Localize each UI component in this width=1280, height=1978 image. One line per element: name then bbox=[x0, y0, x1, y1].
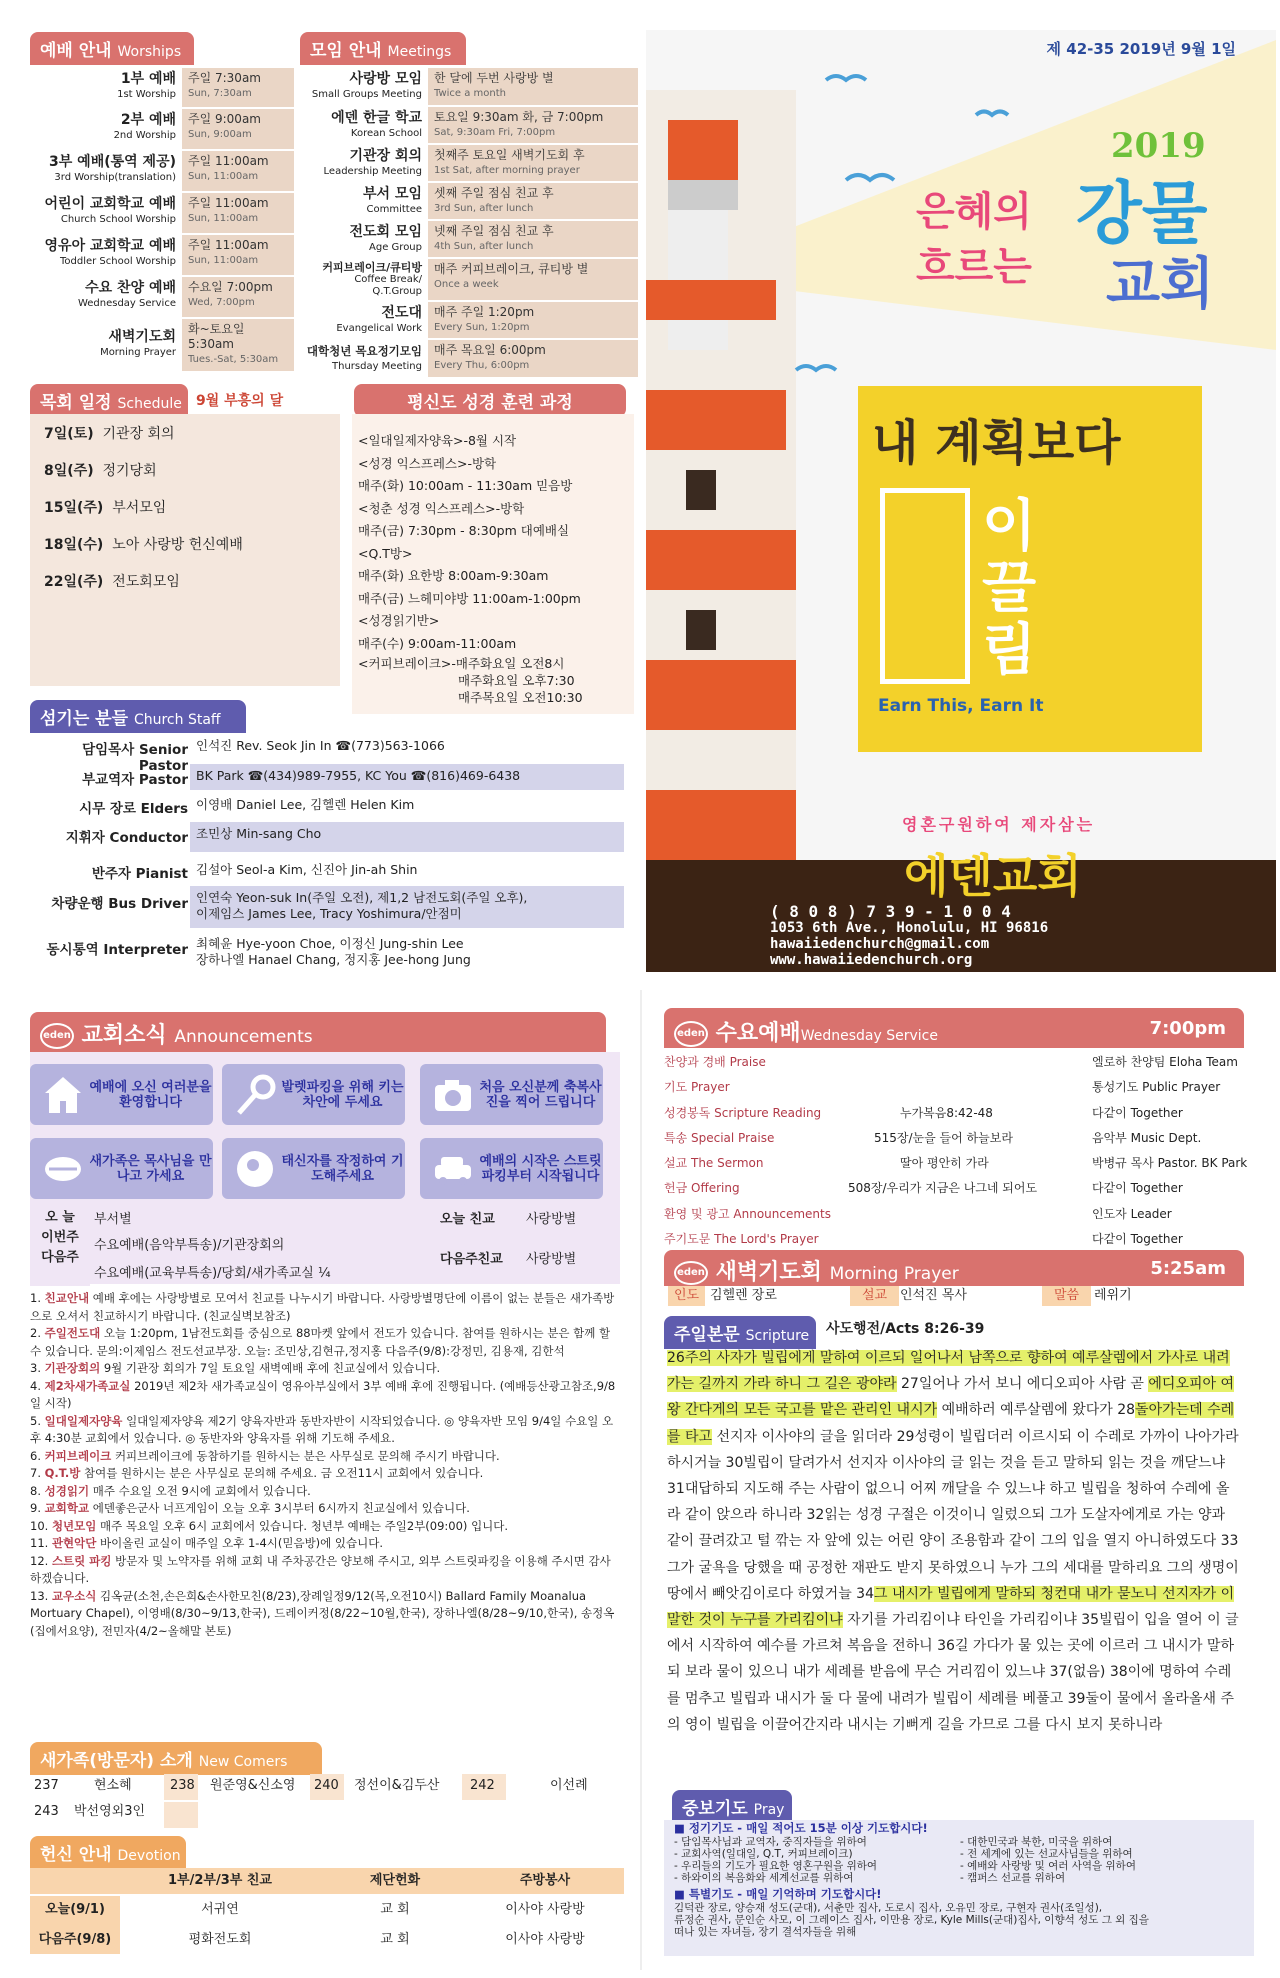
devotion-col: 1부/2부/3부 친교 bbox=[168, 1873, 272, 1888]
scripture-ref: 사도행전/Acts 8:26-39 bbox=[826, 1321, 985, 1337]
order-row: 헌금 Offering 508장/우리가 지금은 나그네 되어도 다같이 Together bbox=[664, 1181, 1183, 1196]
handshake-icon bbox=[38, 1144, 88, 1194]
scripture-label: 주일본문 Scripture bbox=[664, 1316, 816, 1349]
eden-logo: eden bbox=[674, 1021, 708, 1047]
order-row: 환영 및 광고 Announcements 인도자 Leader bbox=[664, 1206, 1172, 1221]
meeting-row: 부서 모임 Committee 셋째 주일 점심 친교 후 3rd Sun, after lunch bbox=[300, 183, 638, 221]
cover-panel bbox=[646, 30, 1276, 972]
worship-row: 2부 예배 2nd Worship 주일 9:00am Sun, 9:00am bbox=[30, 109, 294, 151]
newcomers-header: 새가족(방문자) 소개 New Comers bbox=[30, 1742, 322, 1775]
pray-regular-title: ■ 정기기도 - 매일 적어도 15분 이상 기도합시다! bbox=[674, 1821, 928, 1835]
church-icon bbox=[38, 1070, 88, 1120]
list-item: 13. 교우소식 김옥균(소천,손은희&손사한모친(8/23),장례일정9/12(목,오전10시) Ballard Family Moanalua Mortuary Chapel), 이영배(8/30~9/13,한국), 드레이커정(8/22~10월,한국), 장하나엘(8/28~9/10,한국), 송정옥(집에서요양), 전민자(4/2~올해말 본토) bbox=[30, 1588, 615, 1638]
morning-header: eden 새벽기도회 Morning Prayer 5:25am bbox=[664, 1250, 1244, 1286]
newcomer-no: 240 bbox=[314, 1778, 339, 1793]
list-item: 11. 관현악단 바이올린 교실이 매주일 오후 1-4시(믿음방)에 있습니다. bbox=[30, 1536, 384, 1550]
meeting-row: 에덴 한글 학교 Korean School 토요일 9:30am 화, 금 7:00pm Sat, 9:30am Fri, 7:00pm bbox=[300, 107, 638, 145]
newcomers-table bbox=[30, 1774, 620, 1830]
order-row: 특송 Special Praise 515장/눈을 들어 하늘보라 음악부 Music Dept. bbox=[664, 1130, 1202, 1145]
worship-table bbox=[30, 68, 294, 371]
next-fellowship-label: 다음주친교 bbox=[440, 1252, 503, 1267]
banner-graphic bbox=[880, 488, 970, 684]
devotion-col: 제단헌화 bbox=[369, 1873, 421, 1888]
list-item: 10. 청년모임 매주 목요일 오후 6시 교회에서 있습니다. 청년부 예배는 주일2부(09:00) 입니다. bbox=[30, 1518, 509, 1533]
newcomer-name: 박선영외3인 bbox=[74, 1804, 146, 1819]
tile-photo: 처음 오신분께 축복사진을 찍어 드립니다 bbox=[420, 1064, 603, 1125]
announcement-list bbox=[30, 1290, 620, 1640]
pray-header: 중보기도 Pray bbox=[672, 1790, 792, 1823]
wednesday-order bbox=[664, 1050, 1254, 1252]
schedule-subtitle: 9월 부흥의 달 bbox=[196, 393, 284, 409]
newcomer-name: 원준영&신소영 bbox=[210, 1778, 296, 1793]
meetings-header: 모임 안내 Meetings bbox=[300, 32, 466, 65]
worship-header: 예배 안내 Worships bbox=[30, 32, 194, 65]
list-item: 6. 커피브레이크 커피브레이크에 동참하기를 원하시는 분은 사무실로 문의해 주시기 바랍니다. bbox=[30, 1448, 500, 1463]
staff-header: 섬기는 분들 Church Staff bbox=[30, 700, 246, 733]
devotion-table: 1부/2부/3부 친교 제단헌화 주방봉사 오늘(9/1) 서귀연 교 회 이사야 사랑방 다음주(9/8) 평화전도회 교 회 이사야 사랑방 bbox=[30, 1868, 624, 1956]
meeting-row: 커피브레이크/큐티방 Coffee Break/ Q.T.Group 매주 커피브레이크, 큐티방 별 Once a week bbox=[300, 259, 638, 302]
meeting-row: 전도대 Evangelical Work 매주 주일 1:20pm Every Sun, 1:20pm bbox=[300, 302, 638, 340]
contact-email: hawaiiedenchurch@gmail.com bbox=[770, 936, 990, 952]
worship-row: 영유아 교회학교 예배 Toddler School Worship 주일 11:00am Sun, 11:00am bbox=[30, 235, 294, 277]
cover-title-line1: 은혜의 bbox=[916, 189, 1032, 235]
banner-subtitle: Earn This, Earn It bbox=[878, 696, 1044, 716]
schedule-item: 8일(주) 정기당회 bbox=[44, 463, 157, 479]
staff-table: 담임목사 Senior Pastor 인석진 Rev. Seok Jin In ☎(773)563-1066 부교역자 Pastor BK Park ☎(434)989-7955, KC You ☎(816)469-6438 시무 장로 Elders 이영배 Daniel Lee, 김헬렌 Helen Kim 지휘자 Conductor 조민상 Min-sang Cho 반주자 Pianist 김설아 Seol-a Kim, 신진아 Jin-ah Shin 차량운행 Bus Driver 인연숙 Yeon-suk In(주일 오전), 제1,2 남전도회(주일 오후), 이제임스 James Lee, Tracy Yoshimura/안점미 동시통역 Interpreter 최혜윤 Hye-yoon Choe, 이정신 Jung-shin Lee 장하나엘 Hanael Chang, 정지홍 Jee-hong Jung bbox=[30, 734, 628, 978]
scripture-text: 26주의 사자가 빌립에게 말하여 이르되 일어나서 남쪽으로 향하여 예루살렘에서 가사로 내려가는 길까지 가라 하니 그 길은 광야라 27일어나 가서 보니 에디오피아 사람 곧 에디오피아 여왕 간다게의 모든 국고를 맡은 관리인 내시가 예배하러 예루살렘에 왔다가 28돌아가는데 수레를 타고 선지자 이사야의 글을 읽더라 29성령이 빌립더러 이르시되 이 수레로 가까이 나아가라 하시거늘 30빌립이 달려가서 선지자 이사야의 글 읽는 것을 듣고 말하되 읽는 것을 깨닫느냐 31대답하되 지도해 주는 사람이 없으니 어찌 깨달을 수 있느냐 하고 빌립을 청하여 수레에 올라 같이 앉으라 하니라 32읽는 성경 구절은 이것이니 일렀으되 그가 도살자에게로 가는 양과 같이 끌려갔고 털 깎는 자 앞에 있는 어린 양이 조용함과 같이 그의 입을 열지 아니하였도다 33그가 굴욕을 당했을 때 공정한 재판도 받지 못하였으니 누가 그의 세대를 말하리요 그의 생명이 땅에서 빼앗김이로다 하였거늘 34그 내시가 빌립에게 말하되 청컨대 내가 묻노니 선지자가 이 말한 것이 누구를 가리킴이냐 자기를 가리킴이냐 타인을 가리킴이냐 35빌립이 입을 열어 이 글에서 시작하여 예수를 가르쳐 복음을 전하니 36길 가다가 물 있는 곳에 이르러 그 내시가 말하되 보라 물이 있으니 내가 세례를 받음에 무슨 거리낌이 있느냐 37(없음) 38이에 명하여 수레를 멈추고 빌립과 내시가 둘 다 물에 내려가 빌립이 세례를 베풀고 39둘이 물에서 올라올새 주의 영이 빌립을 이끌어간지라 내시는 기뻐게 길을 가므로 그를 다시 보지 못하니라 bbox=[667, 1350, 1239, 1733]
eden-logo: eden bbox=[40, 1023, 74, 1049]
wednesday-header: eden 수요예배Wednesday Service 7:00pm bbox=[664, 1008, 1244, 1048]
list-item: 9. 교회학교 에덴좋은군사 너프게임이 오늘 오후 3시부터 6시까지 친교실에서 있습니다. bbox=[30, 1501, 470, 1515]
order-row: 기도 Prayer 통성기도 Public Prayer bbox=[664, 1080, 1221, 1095]
meetings-table bbox=[300, 68, 638, 377]
list-item: 1. 친교안내 예배 후에는 사랑방별로 모여서 친교를 나누시기 바랍니다. 사랑방별명단에 이름이 없는 분들은 새가족방으로 오셔서 친교하시기 바랍니다. (친교실벽보참조) bbox=[30, 1291, 615, 1323]
tile-parking: 예배의 시작은 스트릿 파킹부터 시작됩니다 bbox=[420, 1138, 603, 1199]
schedule-item: 15일(주) 부서모임 bbox=[44, 500, 167, 516]
issue-info: 제 42-35 2019년 9월 1일 bbox=[1046, 40, 1236, 58]
church-name: 에덴교회 bbox=[904, 849, 1082, 903]
schedule-item: 18일(수) 노아 사랑방 헌신예배 bbox=[44, 537, 243, 553]
devotion-col: 주방봉사 bbox=[519, 1873, 571, 1888]
worship-row: 어린이 교회학교 예배 Church School Worship 주일 11:00am Sun, 11:00am bbox=[30, 193, 294, 235]
training-list: <일대일제자양육>-8월 시작 <성경 익스프레스>-방학 매주(화) 10:00am - 11:30am 믿음방 <청춘 성경 익스프레스>-방학 매주(금) 7:30pm - 8:30pm 대예배실 <Q.T방> 매주(화) 요한방 8:00am-9:30am 매주(금) 느헤미야방 11:00am-1:00pm <성경읽기반> 매주(수) 9:00am-11:00am <커피브레이크>-매주화요일 오전8시 매주화요일 오후7:30 매주목요일 오전10:30 bbox=[358, 433, 583, 705]
announcements-header: eden 교회소식 Announcements bbox=[30, 1012, 606, 1052]
today-fellowship: 사랑방별 bbox=[526, 1212, 577, 1227]
training-header: 평신도 성경 훈련 과정 bbox=[354, 384, 626, 417]
list-item: 12. 스트릿 파킹 방문자 및 노약자를 위해 교회 내 주차공간은 양보해 주시고, 외부 스트릿파킹을 이용해 주시면 감사하겠습니다. bbox=[30, 1553, 611, 1585]
contact-phone: ( 8 0 8 ) 7 3 9 - 1 0 0 4 bbox=[770, 902, 1011, 921]
next-fellowship: 사랑방별 bbox=[526, 1252, 577, 1267]
key-icon bbox=[230, 1070, 280, 1120]
eden-logo: eden bbox=[674, 1261, 708, 1285]
next-week-value: 수요예배(교육부특송)/당회/새가족교실 ¼ bbox=[94, 1266, 331, 1281]
column-divider bbox=[640, 990, 642, 1970]
meeting-row: 기관장 회의 Leadership Meeting 첫째주 토요일 새벽기도회 후 1st Sat, after morning prayer bbox=[300, 145, 638, 183]
list-item: 5. 일대일제자양육 일대일제자양육 제2기 양육자반과 동반자반이 시작되었습니다. ◎ 양육자반 모임 9/4일 수요일 오후 4:30분 교회에서 있습니다. ◎ 동반자와 양육자를 위해 기도해 주세요. bbox=[30, 1413, 614, 1445]
newcomer-name: 현소혜 bbox=[94, 1778, 132, 1793]
contact-web: www.hawaiiedenchurch.org bbox=[770, 952, 973, 968]
list-item: 3. 기관장회의 9월 기관장 회의가 7일 토요일 새벽예배 후에 친교실에서 있습니다. bbox=[30, 1361, 441, 1375]
next-label: 이번주 다음주 bbox=[30, 1228, 90, 1286]
devotion-header: 헌신 안내 Devotion bbox=[30, 1836, 186, 1869]
tile-prayer: 태신자를 작정하여 기도해주세요 bbox=[222, 1138, 405, 1199]
meeting-row: 전도회 모임 Age Group 넷째 주일 점심 친교 후 4th Sun, after lunch bbox=[300, 221, 638, 259]
list-item: 7. Q.T.방 참여를 원하시는 분은 사무실로 문의해 주세요. 금 오전11시 교회에서 있습니다. bbox=[30, 1466, 484, 1480]
this-week-value: 수요예배(음악부특송)/기관장회의 bbox=[94, 1238, 285, 1253]
newcomer-no: 242 bbox=[470, 1778, 495, 1793]
pray-regular-left: - 담임목사님과 교역자, 중직자들을 위하여 - 교회사역(일대일, Q.T, 커피브레이크) - 우리들의 기도가 필요한 영혼구원을 위하여 - 하와이의 복음화와 세계선교를 위하여 bbox=[674, 1836, 878, 1884]
contact-address: 1053 6th Ave., Honolulu, HI 96816 bbox=[770, 920, 1049, 936]
pray-special-title: ■ 특별기도 - 매일 기억하며 기도합시다! bbox=[674, 1887, 882, 1901]
meeting-row: 사랑방 모임 Small Groups Meeting 한 달에 두번 사랑방 별 Twice a month bbox=[300, 68, 638, 107]
cover-title-line2: 흐르는 bbox=[916, 244, 1032, 290]
schedule-header: 목회 일정 Schedule bbox=[30, 384, 188, 417]
banner-title: 내 계획보다 bbox=[872, 415, 1121, 471]
newcomer-name: 정선이&김두산 bbox=[354, 1778, 440, 1793]
newcomer-name: 이선례 bbox=[550, 1778, 588, 1793]
newcomer-no: 243 bbox=[34, 1804, 59, 1819]
newcomer-no: 237 bbox=[34, 1778, 59, 1793]
order-row: 설교 The Sermon 딸아 평안히 가라 박병규 목사 Pastor. BK Park bbox=[664, 1156, 1248, 1171]
camera-icon bbox=[428, 1070, 478, 1120]
order-row: 주기도문 The Lord's Prayer 다같이 Together bbox=[664, 1232, 1183, 1247]
list-item: 2. 주일전도대 오늘 1:20pm, 1남전도회를 중심으로 88마켓 앞에서 전도가 있습니다. 참여를 원하시는 분은 함께 할 수 있습니다. 문의:이제임스 전도선교부장. 오늘: 조민상,김현규,정지홍 다음주(9/8):강정민, 김용재, 김한석 bbox=[30, 1326, 611, 1358]
tile-welcome: 예배에 오신 여러분을 환영합니다 bbox=[30, 1064, 213, 1125]
pray-regular-right: - 대한민국과 북한, 미국을 위하여 - 전 세계에 있는 선교사님들을 위하여 - 예배와 사랑방 및 여러 사역을 위하여 - 캠퍼스 선교를 위하여 bbox=[960, 1836, 1136, 1884]
schedule-item: 7일(토) 기관장 회의 bbox=[44, 426, 175, 442]
meeting-row: 대학청년 목요정기모임 Thursday Meeting 매주 목요일 6:00pm Every Thu, 6:00pm bbox=[300, 340, 638, 377]
schedule-item: 22일(주) 전도회모임 bbox=[44, 574, 180, 590]
cover-tagline: 영혼구원하여 제자삼는 bbox=[902, 815, 1096, 834]
cover-banner bbox=[858, 386, 1202, 752]
cover-year: 2019 bbox=[1111, 126, 1206, 166]
devotion-row-label: 오늘(9/1) bbox=[45, 1902, 105, 1917]
pray-special-list: 김덕관 장로, 양승재 성도(군대), 서춘만 집사, 도로시 집사, 오유민 장로, 구현자 권사(조일성), 류정순 권사, 문인순 사모, 이 그레이스 집사, 이만용 장로, Kyle Mills(군대)집사, 이향석 성도 그 외 집을 떠나 있는 자녀들, 장기 결석자들을 위해 bbox=[674, 1902, 1149, 1938]
tile-newcomer: 새가족은 목사님을 만나고 가세요 bbox=[30, 1138, 213, 1199]
today-label: 오 늘 bbox=[30, 1206, 90, 1228]
list-item: 4. 제2차새가족교실 2019년 제2차 새가족교실이 영유아부실에서 3부 예배 후에 진행됩니다. (예배등산광고참조,9/8일 시작) bbox=[30, 1378, 616, 1410]
list-item: 8. 성경읽기 매주 수요일 오전 9시에 교회에서 있습니다. bbox=[30, 1483, 311, 1498]
car-icon bbox=[428, 1144, 478, 1194]
today-fellowship-label: 오늘 친교 bbox=[440, 1212, 495, 1227]
devotion-row-label: 다음주(9/8) bbox=[38, 1932, 112, 1947]
newcomer-no: 238 bbox=[170, 1778, 195, 1793]
order-row: 성경봉독 Scripture Reading 누가복음8:42-48 다같이 Together bbox=[664, 1105, 1183, 1120]
morning-details: 인도 김헬렌 장로 설교 인석진 목사 말씀 레위기 bbox=[664, 1286, 1254, 1308]
tile-valet: 발렛파킹을 위해 키는 차안에 두세요 bbox=[222, 1064, 405, 1125]
worship-row: 3부 예배(통역 제공) 3rd Worship(translation) 주일 11:00am Sun, 11:00am bbox=[30, 151, 294, 193]
schedule-list bbox=[44, 416, 243, 601]
banner-big-text: 이끌림 bbox=[982, 494, 1037, 683]
cover-title-big1: 강물 bbox=[1076, 175, 1208, 254]
today-next-box bbox=[30, 1206, 620, 1286]
worship-row: 수요 찬양 예배 Wednesday Service 수요일 7:00pm Wed, 7:00pm bbox=[30, 277, 294, 319]
baby-icon bbox=[230, 1144, 280, 1194]
order-row: 찬양과 경배 Praise 엘로하 찬양팀 Eloha Team bbox=[664, 1055, 1238, 1069]
worship-row: 새벽기도회 Morning Prayer 화~토요일 5:30am Tues.-Sat, 5:30am bbox=[30, 319, 294, 371]
cover-title-big2: 교회 bbox=[1106, 252, 1215, 317]
today-value: 부서별 bbox=[94, 1212, 132, 1227]
worship-row: 1부 예배 1st Worship 주일 7:30am Sun, 7:30am bbox=[30, 68, 294, 109]
